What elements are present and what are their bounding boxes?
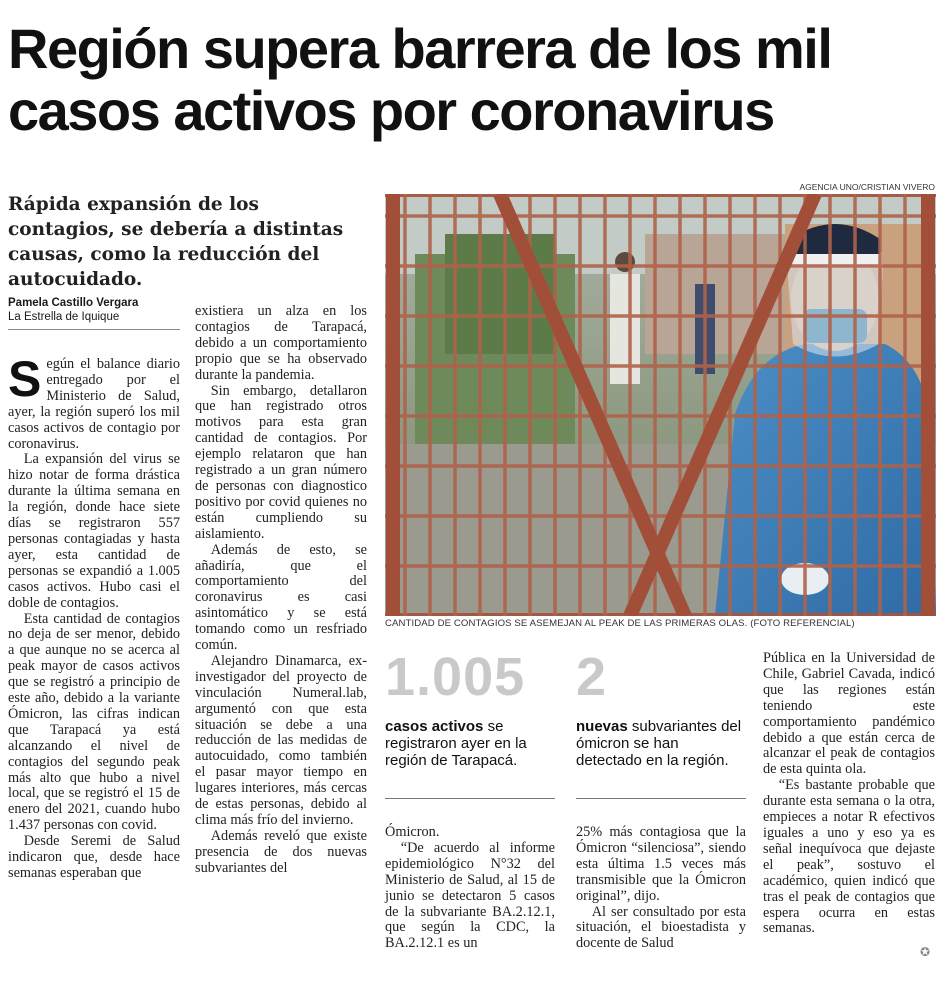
paragraph: Además de esto, se añadiría, que el comportamiento del coronavirus es casi asintomático y se está tomando como un resfriado común. — [195, 541, 367, 654]
gate-photo-illustration — [385, 194, 936, 616]
article-column-2 — [195, 304, 367, 877]
paragraph: 25% más contagiosa que la Ómicron “silenciosa”, siendo esta última 1.5 veces más transmisible que la Ómicron original”, dijo. — [576, 824, 746, 904]
stat-number-active-cases: 1.005 — [385, 647, 526, 707]
paragraph: “De acuerdo al informe epidemiológico N°32 del Ministerio de Salud, al 15 de junio se detectaron 5 casos de la subvariante BA.2.12.1, que según la CDC, la BA.2.12.1 es un — [385, 839, 555, 952]
stat-description-active-cases: casos activos se registraron ayer en la región de Tarapacá. — [385, 718, 527, 769]
drop-cap: S — [8, 351, 42, 407]
photo-credit: AGENCIA UNO/CRISTIAN VIVERO — [799, 182, 935, 192]
stat-description-subvariants: nuevas subvariantes del ómicron se han detectado en la región. — [576, 718, 742, 769]
divider — [576, 798, 746, 799]
paragraph: “Es bastante probable que durante esta semana o la otra, empieces a notar R efectivos iguales a uno y eso ya es señal inequívoca que dejaste el peak”, sostuvo el académico, quien indicó que tras el peak de contagios que espera ocurra en estas semanas. — [763, 777, 935, 937]
paragraph: La expansión del virus se hizo notar de forma drástica durante la última semana en la región, donde hace siete días se registraron 557 personas contagiadas y hasta ayer, esta cantidad de personas se expandió a 1.005 casos activos. Hubo casi el doble de contagios. — [8, 451, 180, 611]
paragraph: Desde Seremi de Salud indicaron que, desde hace semanas esperaban que — [8, 833, 180, 881]
photo-caption: CANTIDAD DE CONTAGIOS SE ASEMEJAN AL PEAK DE LAS PRIMERAS OLAS. (FOTO REFERENCIAL) — [385, 618, 855, 629]
deck: Rápida expansión de los contagios, se debería a distintas causas, como la reducción del autocuidado. — [8, 194, 344, 290]
paragraph: Sin embargo, detallaron que han registrado otros motivos para esta gran cantidad de contagios. Por ejemplo relataron que han registrado a un gran número de personas con diagnostico positivo por covid quienes no están cumpliendo su aislamiento. — [195, 382, 367, 542]
article-column-1 — [8, 351, 180, 882]
divider — [385, 798, 555, 799]
article-column-3 — [385, 825, 555, 952]
stat-number-subvariants: 2 — [576, 647, 608, 707]
paragraph: Alejandro Dinamarca, ex-investigador del proyecto de vinculación Numeral.lab, argumentó con que esta situación se debe a una reducción de las medidas de autocuidado, como también el pasar mayor tiempo en lugares interiores, más cercas de estas personas, debido al clima más frío del invierno. — [195, 652, 367, 828]
paragraph: Según el balance diario entregado por el Ministerio de Salud, ayer, la región superó los mil casos activos de contagio por coronavirus. — [8, 351, 180, 452]
byline — [8, 296, 180, 330]
end-mark-icon: ✪ — [920, 945, 931, 959]
author-outlet: La Estrella de Iquique — [8, 311, 120, 323]
article-column-4 — [576, 825, 746, 952]
paragraph: existiera un alza en los contagios de Tarapacá, debido a un comportamiento propio que se ha observado durante la pandemia. — [195, 303, 367, 383]
paragraph: Esta cantidad de contagios no deja de ser menor, debido a que aunque no se acerca al peak mayor de casos activos que se registró a principio de este año, debido a la variante Ómicron, las cifras indican que Tarapacá ya está alcanzando el nivel de contagios del segundo peak más alto que hubo a nivel local, que se registró el 15 de enero del 2021, cuando hubo 1.437 personas con covid. — [8, 610, 180, 834]
news-photo — [385, 194, 936, 616]
paragraph: Además reveló que existe presencia de dos nuevas subvariantes del — [195, 827, 367, 876]
headline: Región supera barrera de los mil casos activos por coronavirus — [8, 17, 832, 142]
author-name: Pamela Castillo Vergara — [8, 297, 139, 309]
paragraph: Al ser consultado por esta situación, el bioestadista y docente de Salud — [576, 903, 746, 952]
paragraph: Pública en la Universidad de Chile, Gabriel Cavada, indicó que las regiones están teniendo este comportamiento pandémico debido a que están cerca de alcanzar el peak de contagios de esta quinta ola. — [763, 650, 935, 778]
paragraph: Ómicron. — [385, 824, 440, 840]
article-column-5 — [763, 651, 935, 937]
